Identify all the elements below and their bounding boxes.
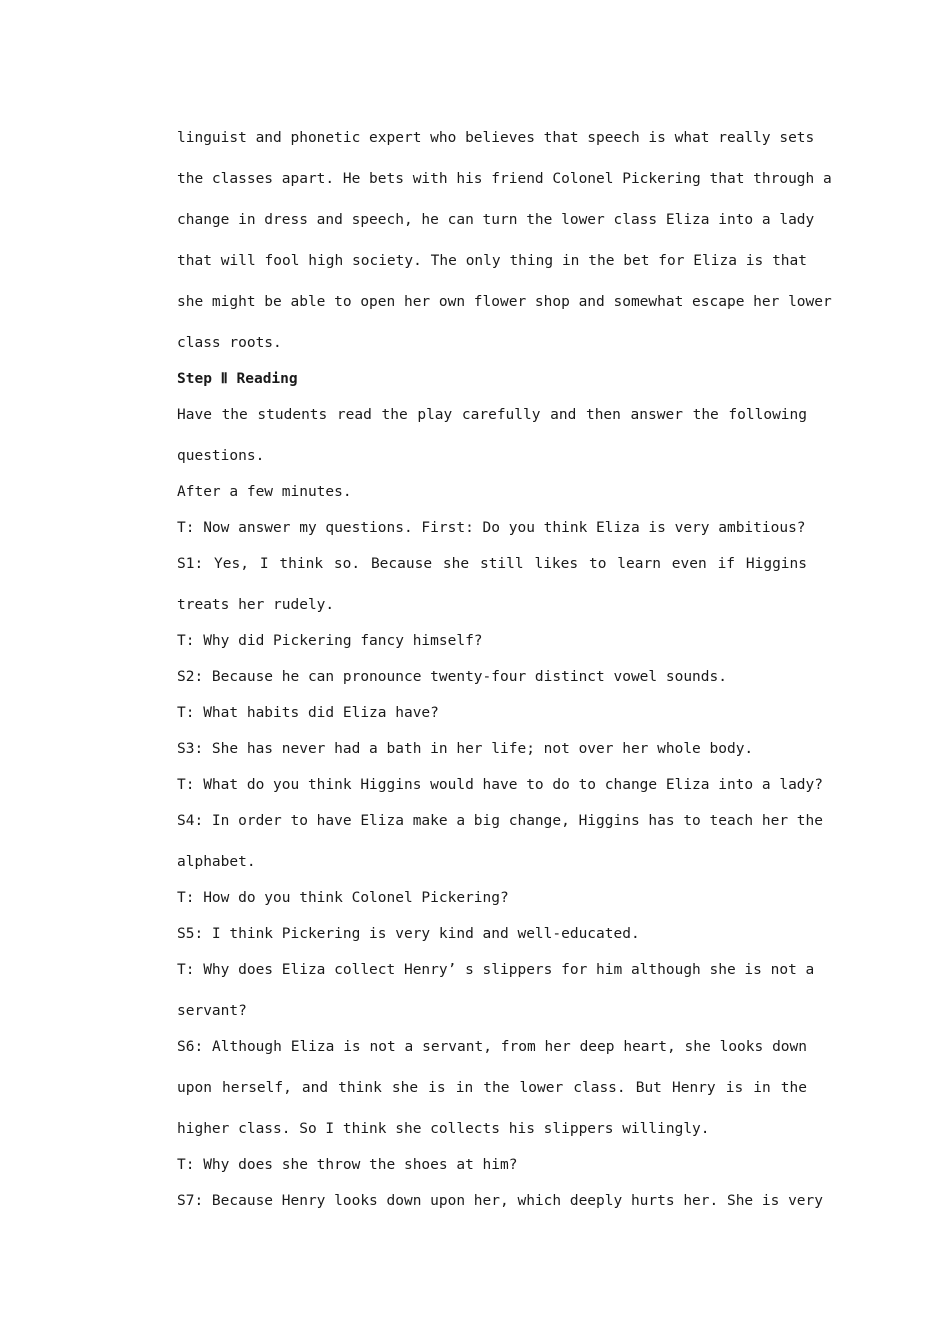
dialogue-line: S2: Because he can pronounce twenty-four distinct vowel sounds. — [177, 669, 727, 685]
dialogue-line: T: Why did Pickering fancy himself? — [177, 633, 483, 649]
dialogue-line: S3: She has never had a bath in her life; not over her whole body. — [177, 741, 754, 757]
text-line: Have the students read the play carefully and then answer the following — [177, 407, 807, 423]
text-line: that will fool high society. The only thing in the bet for Eliza is that — [177, 253, 807, 269]
text-line: she might be able to open her own flower shop and somewhat escape her lower — [177, 294, 832, 310]
dialogue-line: alphabet. — [177, 854, 256, 870]
text-line: class roots. — [177, 335, 282, 351]
dialogue-line: T: What habits did Eliza have? — [177, 705, 439, 721]
dialogue-line: T: What do you think Higgins would have to do to change Eliza into a lady? — [177, 777, 824, 793]
text-line: questions. — [177, 448, 265, 464]
text-line: change in dress and speech, he can turn the lower class Eliza into a lady — [177, 212, 815, 228]
dialogue-line: higher class. So I think she collects his slippers willingly. — [177, 1121, 710, 1137]
dialogue-line: treats her rudely. — [177, 597, 335, 613]
dialogue-line: upon herself, and think she is in the lower class. But Henry is in the — [177, 1080, 807, 1096]
dialogue-line: S6: Although Eliza is not a servant, from her deep heart, she looks down — [177, 1039, 807, 1055]
dialogue-line: servant? — [177, 1003, 247, 1019]
dialogue-line: S7: Because Henry looks down upon her, which deeply hurts her. She is very — [177, 1193, 824, 1209]
text-line: linguist and phonetic expert who believes that speech is what really sets — [177, 130, 815, 146]
dialogue-line: T: Now answer my questions. First: Do you think Eliza is very ambitious? — [177, 520, 806, 536]
text-line: the classes apart. He bets with his friend Colonel Pickering that through a — [177, 171, 832, 187]
dialogue-line: T: How do you think Colonel Pickering? — [177, 890, 509, 906]
dialogue-line: S4: In order to have Eliza make a big change, Higgins has to teach her the — [177, 813, 824, 829]
text-line: After a few minutes. — [177, 484, 352, 500]
dialogue-line: T: Why does she throw the shoes at him? — [177, 1157, 518, 1173]
dialogue-line: S1: Yes, I think so. Because she still likes to learn even if Higgins — [177, 556, 807, 572]
section-heading: Step Ⅱ Reading — [177, 371, 298, 387]
dialogue-line: S5: I think Pickering is very kind and well-educated. — [177, 926, 640, 942]
dialogue-line: T: Why does Eliza collect Henry’ s slippers for him although she is not a — [177, 962, 815, 978]
